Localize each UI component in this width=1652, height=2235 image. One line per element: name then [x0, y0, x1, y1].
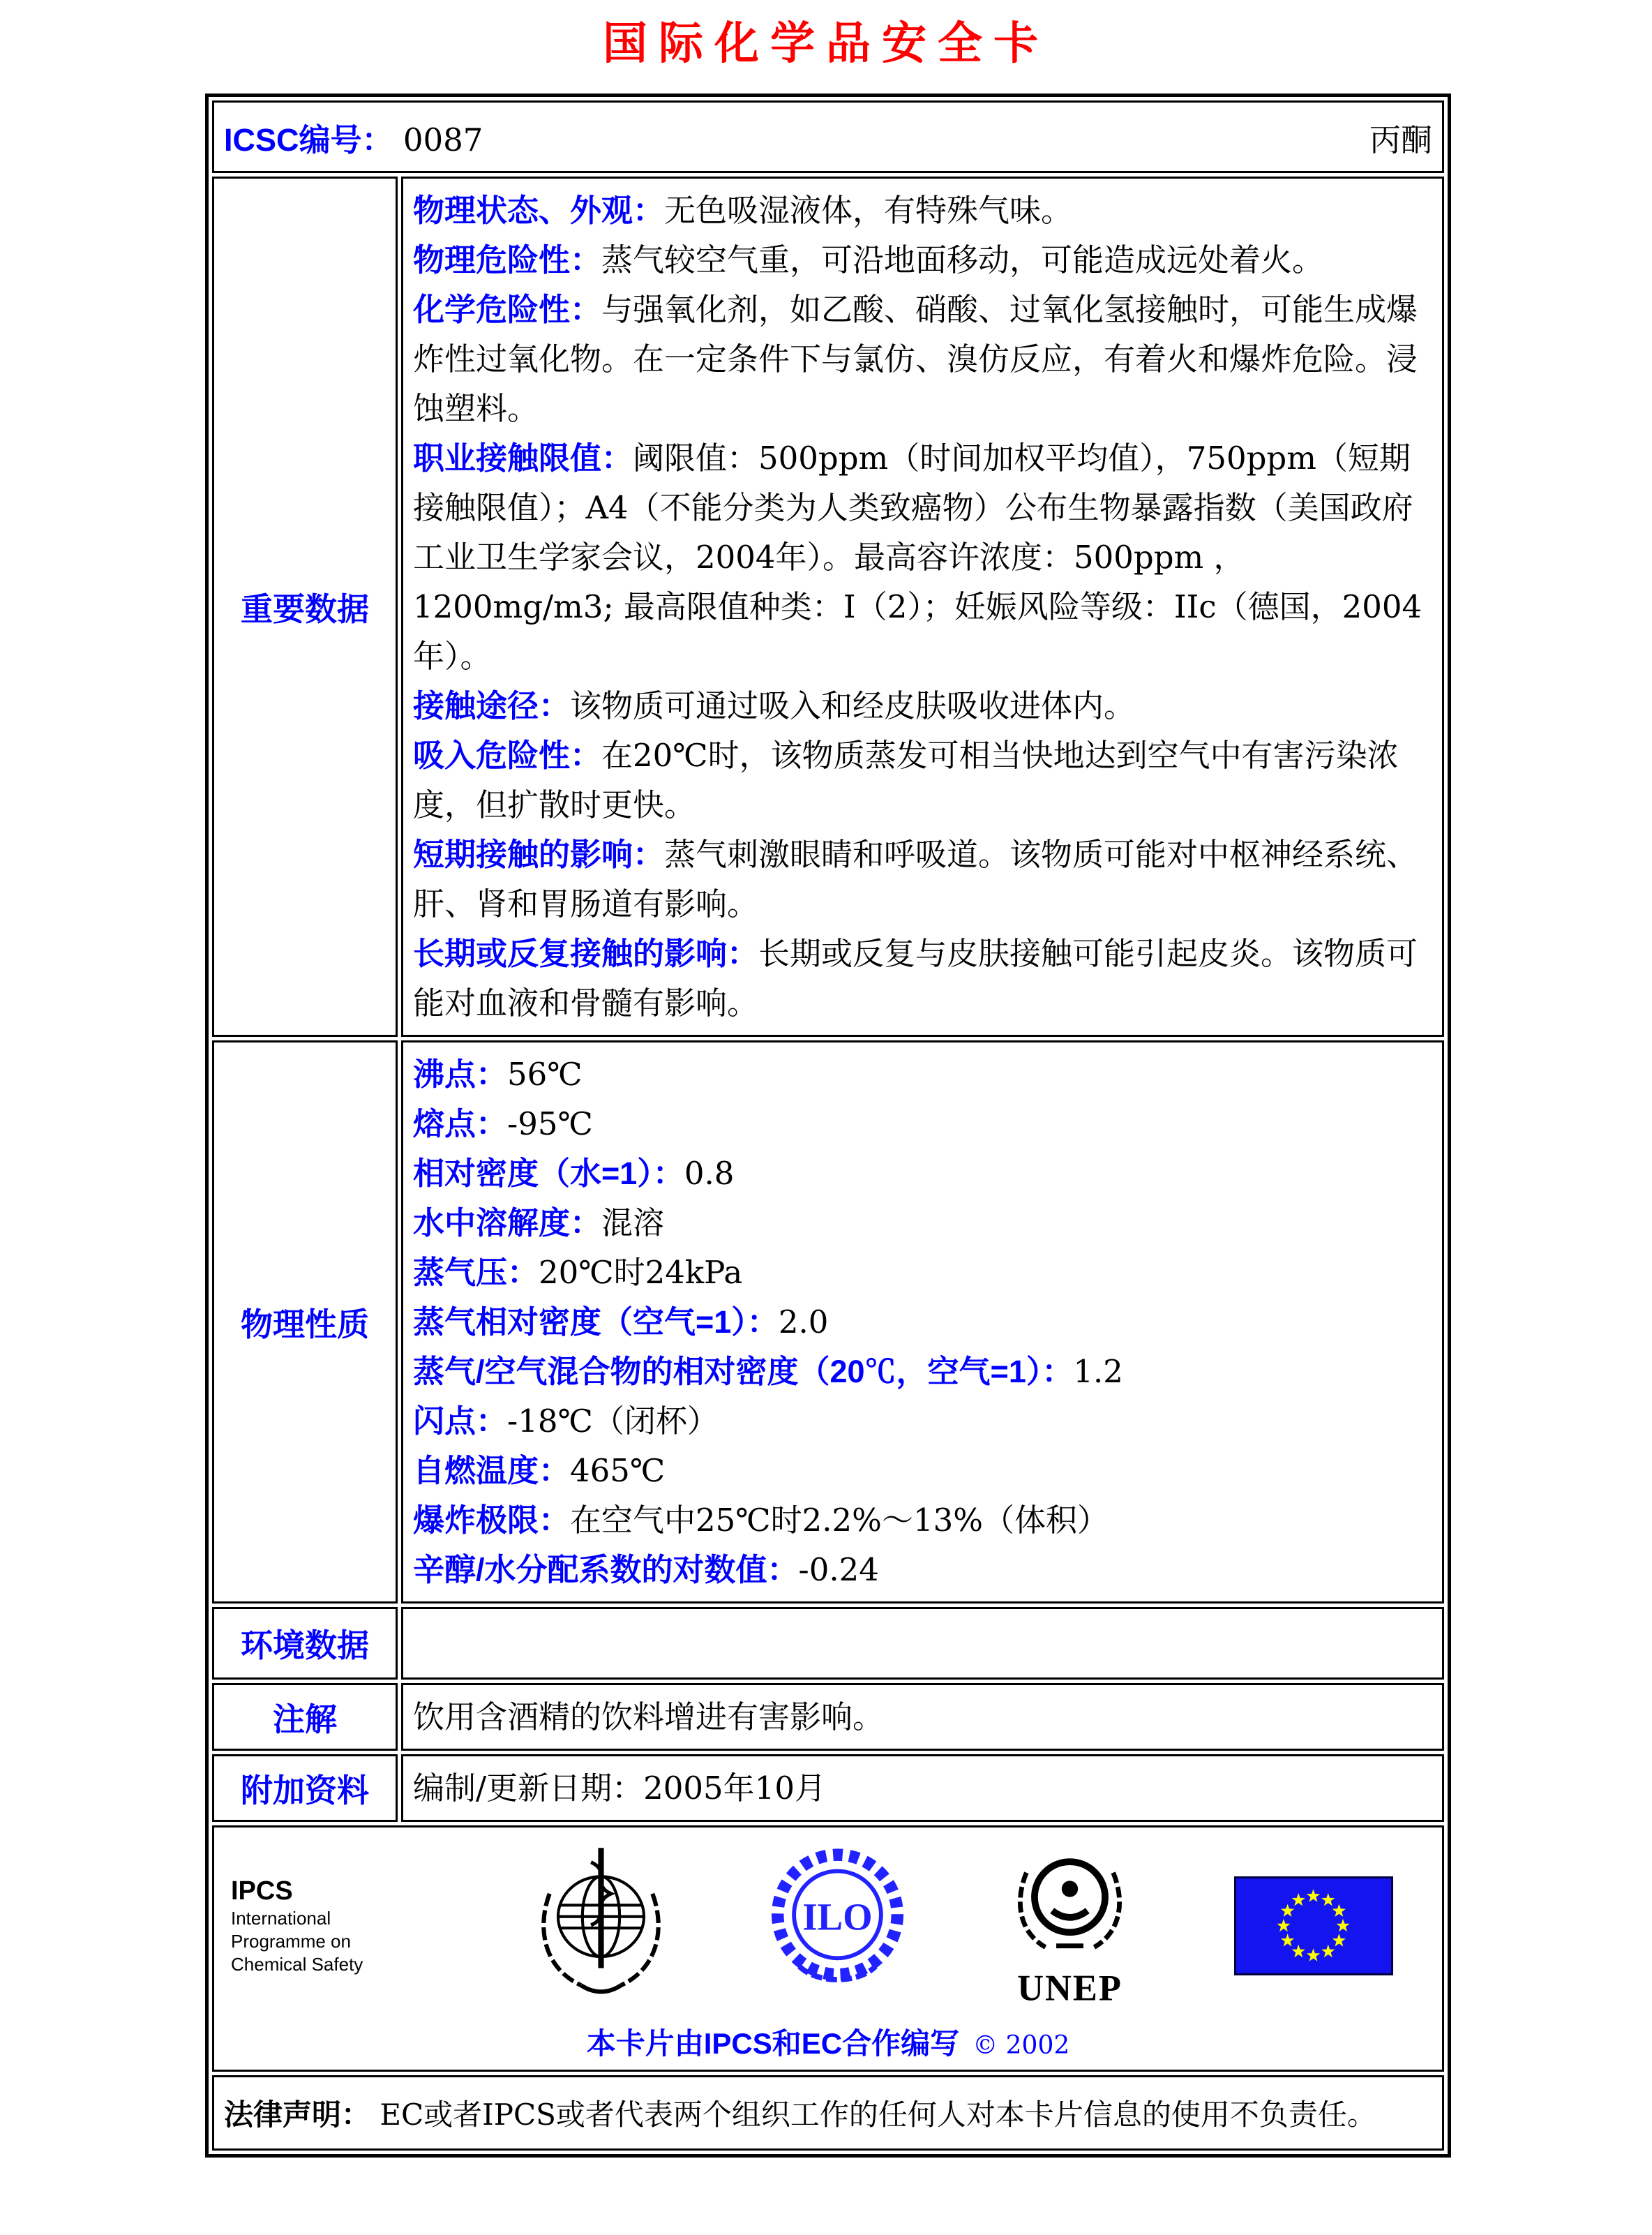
- field-value: 在20℃时，该物质蒸发可相当快地达到空气中有害污染浓度，但扩散时更快。: [413, 737, 1399, 823]
- page-title: 国际化学品安全卡: [603, 18, 1049, 68]
- copyright-text: © 2002: [973, 2031, 1070, 2060]
- legal-label: 法律声明：: [224, 2098, 371, 2131]
- logos-row: [212, 1825, 1444, 2072]
- field-value: 1.2: [1073, 1353, 1123, 1390]
- credit-line: [228, 2021, 1428, 2063]
- property-line: [413, 235, 1432, 285]
- physical-properties-row-label: 物理性质: [212, 1040, 398, 1604]
- additional-info-content: 编制/更新日期：2005年10月: [401, 1754, 1444, 1822]
- icsc-number-group: [224, 114, 483, 160]
- field-label: 物理状态、外观：: [413, 193, 665, 228]
- field-label: 长期或反复接触的影响：: [413, 936, 759, 971]
- field-label: 接触途径：: [413, 688, 571, 724]
- property-line: [413, 1099, 1432, 1149]
- ipcs-subtitle-line: Programme on: [231, 1931, 351, 1952]
- property-line: [413, 830, 1432, 929]
- unep-logo-text: UNEP: [1016, 1968, 1122, 2009]
- ipcs-subtitle-line: Chemical Safety: [231, 1954, 363, 1975]
- field-label: 自燃温度：: [413, 1453, 571, 1488]
- property-line: [413, 681, 1432, 731]
- field-label: 爆炸极限：: [413, 1502, 571, 1538]
- property-line: [413, 285, 1432, 433]
- field-label: 短期接触的影响：: [413, 837, 665, 872]
- header-cell: [212, 100, 1444, 173]
- physical-properties-content: [413, 1049, 1432, 1594]
- ipcs-text-block: [231, 1875, 433, 1976]
- eu-flag-icon: [1234, 1876, 1393, 1975]
- field-value: 56℃: [507, 1056, 583, 1093]
- important-data-content: [413, 186, 1432, 1028]
- physical-properties-row: [212, 1040, 1444, 1604]
- logos-cell: [212, 1825, 1444, 2072]
- field-value: -0.24: [798, 1551, 879, 1588]
- environmental-data-row: [212, 1607, 1444, 1680]
- field-label: 蒸气/空气混合物的相对密度（20℃，空气=1）：: [413, 1354, 1074, 1389]
- property-line: [413, 1545, 1432, 1594]
- header-row: [212, 100, 1444, 173]
- icsc-number-value: 0087: [403, 121, 483, 158]
- property-line: [413, 1198, 1432, 1248]
- property-line: [413, 1248, 1432, 1297]
- ipcs-acronym: IPCS: [231, 1876, 293, 1906]
- field-value: 蒸气刺激眼睛和呼吸道。该物质可能对中枢神经系统、肝、肾和胃肠道有影响。: [413, 836, 1418, 922]
- property-line: [413, 1347, 1432, 1396]
- who-logo-icon: [530, 1842, 673, 2010]
- field-label: 水中溶解度：: [413, 1205, 602, 1241]
- property-line: [413, 433, 1432, 681]
- legal-row: [212, 2075, 1444, 2151]
- field-label: 相对密度（水=1）：: [413, 1156, 684, 1191]
- property-line: [413, 1049, 1432, 1099]
- field-value: 与强氧化剂，如乙酸、硝酸、过氧化氢接触时，可能生成爆炸性过氧化物。在一定条件下与氯仿、溴仿反应，有着火和爆炸危险。浸蚀塑料。: [413, 291, 1418, 427]
- field-value: -95℃: [507, 1105, 593, 1142]
- field-value: 0.8: [684, 1155, 735, 1192]
- property-line: [413, 1446, 1432, 1495]
- field-value: 长期或反复与皮肤接触可能引起皮炎。该物质可能对血液和骨髓有影响。: [413, 935, 1418, 1022]
- field-value: 20℃时24kPa: [539, 1254, 743, 1291]
- environmental-data-row-label: 环境数据: [212, 1607, 398, 1680]
- credit-text: 本卡片由IPCS和EC合作编写: [586, 2027, 960, 2060]
- field-label: 化学危险性：: [413, 292, 602, 327]
- field-value: 阈限值：500ppm（时间加权平均值），750ppm（短期接触限值）；A4（不能分类为人类致癌物）公布生物暴露指数（美国政府工业卫生学家会议，2004年）。最高容许浓度：500ppm ，1200mg/m3; 最高限值种类：I（2）；妊娠风险等级：IIc（德国，2004年）。: [413, 440, 1422, 675]
- notes-row-label: 注解: [212, 1683, 398, 1751]
- safety-card-table: [205, 94, 1451, 2158]
- environmental-data-content: [401, 1607, 1444, 1680]
- property-line: [413, 1149, 1432, 1198]
- notes-row: [212, 1683, 1444, 1751]
- field-value: 该物质可通过吸入和经皮肤吸收进体内。: [570, 687, 1136, 724]
- icsc-number-label: ICSC编号：: [224, 121, 393, 158]
- property-line: [413, 1495, 1432, 1545]
- ilo-logo-text: ILO: [802, 1895, 873, 1938]
- property-line: [413, 186, 1432, 235]
- legal-cell: [212, 2075, 1444, 2151]
- field-value: 混溶: [601, 1204, 665, 1241]
- important-data-row: [212, 177, 1444, 1037]
- field-label: 吸入危险性：: [413, 738, 602, 773]
- property-line: [413, 731, 1432, 830]
- property-line: [413, 1396, 1432, 1446]
- field-value: 在空气中25℃时2.2%～13%（体积）: [570, 1502, 1109, 1539]
- unep-logo-icon: [1002, 1840, 1138, 2011]
- field-value: 2.0: [778, 1303, 829, 1340]
- field-label: 沸点：: [413, 1056, 508, 1092]
- additional-info-row: [212, 1754, 1444, 1822]
- field-label: 蒸气相对密度（空气=1）：: [413, 1304, 779, 1340]
- ipcs-subtitle-line: International: [231, 1908, 331, 1929]
- field-value: 无色吸湿液体，有特殊气味。: [664, 192, 1073, 229]
- field-label: 蒸气压：: [413, 1255, 539, 1290]
- legal-text: EC或者IPCS或者代表两个组织工作的任何人对本卡片信息的使用不负责任。: [380, 2098, 1376, 2132]
- field-label: 闪点：: [413, 1403, 508, 1439]
- property-line: [413, 929, 1432, 1028]
- ilo-logo-icon: [769, 1844, 906, 2008]
- field-label: 熔点：: [413, 1106, 508, 1142]
- field-label: 辛醇/水分配系数的对数值：: [413, 1552, 799, 1587]
- notes-content: 饮用含酒精的饮料增进有害影响。: [401, 1683, 1444, 1751]
- important-data-row-label: 重要数据: [212, 177, 398, 1037]
- chemical-name: 丙酮: [1369, 121, 1432, 158]
- field-value: -18℃（闭杯）: [507, 1403, 719, 1440]
- property-line: [413, 1297, 1432, 1347]
- field-value: 465℃: [570, 1452, 666, 1489]
- field-label: 物理危险性：: [413, 242, 602, 278]
- field-value: 蒸气较空气重，可沿地面移动，可能造成远处着火。: [601, 241, 1324, 278]
- additional-info-row-label: 附加资料: [212, 1754, 398, 1822]
- field-label: 职业接触限值：: [413, 440, 633, 476]
